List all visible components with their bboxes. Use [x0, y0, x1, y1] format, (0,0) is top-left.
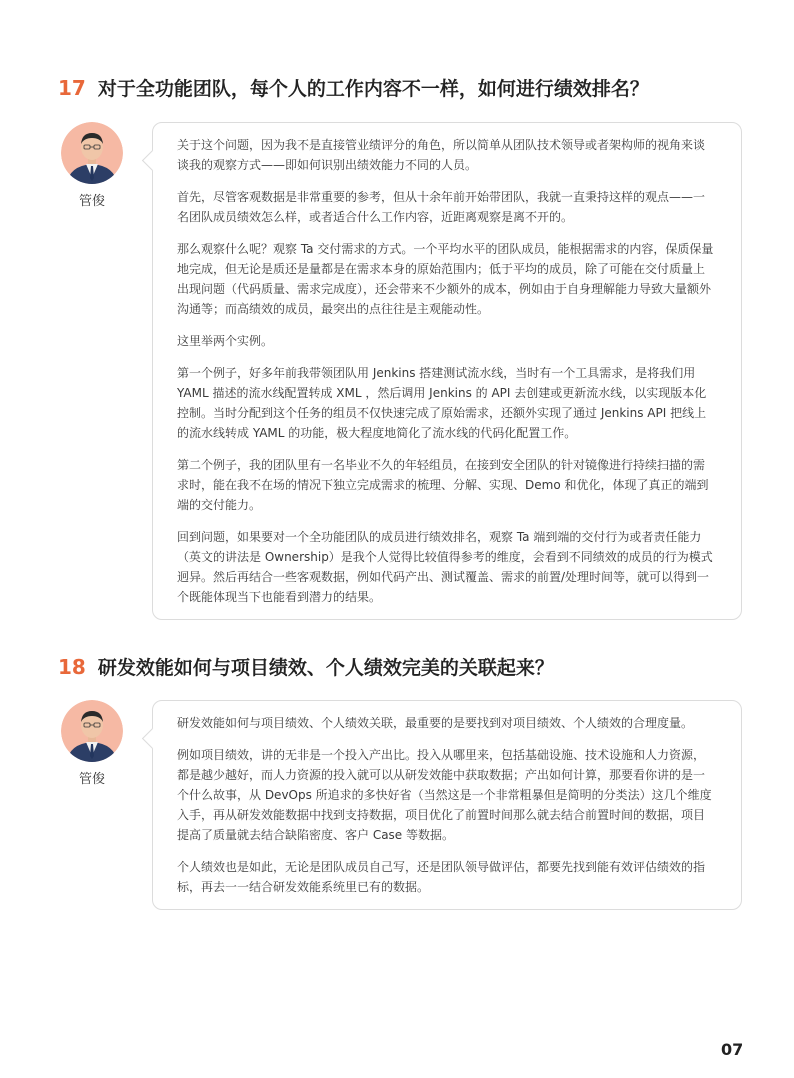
author-avatar	[61, 700, 123, 762]
answer-paragraph: 第二个例子，我的团队里有一名毕业不久的年轻组员，在接到安全团队的针对镜像进行持续扫描的需求时，能在我不在场的情况下独立完成需求的梳理、分解、实现、Demo 和优化，体现了真正的端到端的交付能力。	[177, 458, 709, 512]
answer-paragraph: 第一个例子，好多年前我带领团队用 Jenkins 搭建测试流水线，当时有一个工具需求，是将我们用 YAML 描述的流水线配置转成 XML ，然后调用 Jenkins 的 API 去创建或更新流水线，以实现版本化控制。当时分配到这个任务的组员不仅快速完成了原始需求，还额外实现了通过 Jenkins API 把线上的流水线转成 YAML 的功能，极大程度地简化了流水线的代码化配置工作。	[177, 366, 707, 440]
author-block	[60, 700, 124, 787]
answer-paragraph: 这里举两个实例。	[177, 334, 274, 348]
author-name: 管俊	[78, 194, 105, 209]
answer-paragraph: 研发效能如何与项目绩效、个人绩效关联，最重要的是要找到对项目绩效、个人绩效的合理度量。	[177, 716, 694, 730]
author-name: 管俊	[78, 772, 105, 787]
person-portrait-icon	[61, 122, 123, 184]
answer-bubble	[152, 122, 742, 620]
question-number: 17	[58, 76, 86, 100]
answer-paragraph: 例如项目绩效，讲的无非是一个投入产出比。投入从哪里来，包括基础设施、技术设施和人力资源，都是越少越好，而人力资源的投入就可以从研发效能中获取数据；产出如何计算，那要看你讲的是一个什么故事，从 DevOps 所追求的多快好省（当然这是一个非常粗暴但是简明的分类法）这几个维度入手，再从研发效能数据中找到支持数据，项目优化了前置时间那么就去结合前置时间的数据，项目提高了质量就去结合缺陷密度、客户 Case 等数据。	[177, 748, 712, 842]
question-heading	[58, 74, 649, 101]
question-title: 对于全功能团队，每个人的工作内容不一样，如何进行绩效排名？	[97, 78, 649, 100]
answer-paragraph: 首先，尽管客观数据是非常重要的参考，但从十余年前开始带团队，我就一直秉持这样的观点——一名团队成员绩效怎么样，或者适合什么工作内容，近距离观察是离不开的。	[177, 190, 706, 224]
page-number: 07	[721, 1040, 744, 1059]
question-number: 18	[58, 655, 86, 679]
person-portrait-icon	[61, 700, 123, 762]
author-block	[60, 122, 124, 209]
answer-paragraph: 个人绩效也是如此，无论是团队成员自己写，还是团队领导做评估，都要先找到能有效评估绩效的指标，再去一一结合研发效能系统里已有的数据。	[177, 860, 706, 894]
author-avatar	[61, 122, 123, 184]
answer-paragraph: 回到问题，如果要对一个全功能团队的成员进行绩效排名，观察 Ta 端到端的交付行为或者责任能力（英文的讲法是 Ownership）是我个人觉得比较值得参考的维度，会看到不同绩效的成员的行为模式迥异。然后再结合一些客观数据，例如代码产出、测试覆盖、需求的前置/处理时间等，就可以得到一个既能体现当下也能看到潜力的结果。	[177, 530, 713, 604]
question-heading	[58, 653, 554, 680]
question-title: 研发效能如何与项目绩效、个人绩效完美的关联起来？	[97, 657, 554, 679]
answer-paragraph: 关于这个问题，因为我不是直接管业绩评分的角色，所以简单从团队技术领导或者架构师的视角来谈谈我的观察方式——即如何识别出绩效能力不同的人员。	[177, 138, 706, 172]
answer-paragraph: 那么观察什么呢？观察 Ta 交付需求的方式。一个平均水平的团队成员，能根据需求的内容，保质保量地完成，但无论是质还是量都是在需求本身的原始范围内；低于平均的成员，除了可能在交付质量上出现问题（代码质量、需求完成度），还会带来不少额外的成本，例如由于自身理解能力导致大量额外沟通等；而高绩效的成员，最突出的点往往是主观能动性。	[177, 242, 714, 316]
answer-bubble	[152, 700, 742, 910]
